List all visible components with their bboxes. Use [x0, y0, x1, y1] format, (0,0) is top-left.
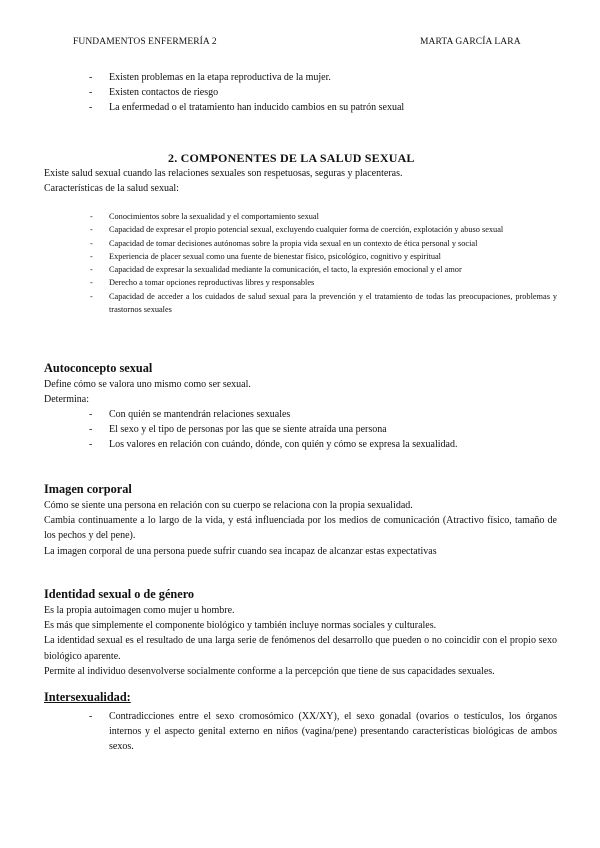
list-item-text: Los valores en relación con cuándo, dónde, con quién y cómo se expresa la sexualidad.: [109, 439, 458, 451]
section-title-componentes: 2. COMPONENTES DE LA SALUD SEXUAL: [168, 151, 415, 165]
intersexualidad-list: [89, 709, 557, 755]
list-item-text: Derecho a tomar opciones reproductivas libres y responsables: [109, 278, 315, 288]
list-item: - El sexo y el tipo de personas por las que se siente atraída una persona: [89, 424, 387, 436]
header-course: FUNDAMENTOS ENFERMERÍA 2: [73, 37, 217, 47]
list-item-text: Existen contactos de riesgo: [109, 87, 219, 99]
top-list: [89, 70, 549, 116]
list-item: - Capacidad de tomar decisiones autónomas sobre la propia vida sexual en un contexto de ética personal y social: [90, 238, 478, 248]
identidad-line: Es la propia autoimagen como mujer u hombre.: [44, 605, 235, 616]
list-item-text: El sexo y el tipo de personas por las que se siente atraída una persona: [109, 424, 387, 436]
intro-line: Existe salud sexual cuando las relaciones sexuales son respetuosas, seguras y placenteras.: [44, 168, 403, 179]
autoconcepto-list: [89, 407, 559, 453]
list-item-text: La enfermedad o el tratamiento han inducido cambios en su patrón sexual: [109, 102, 405, 114]
list-item: - Existen problemas en la etapa reproductiva de la mujer.: [89, 72, 331, 83]
list-item-text: Experiencia de placer sexual como una fuente de bienestar físico, psicológico, cognitivo y espiritual: [109, 251, 441, 261]
list-item: - Capacidad de expresar el propio potencial sexual, excluyendo cualquier forma de coerción, explotación y abuso sexual: [90, 225, 504, 235]
list-item-text: Capacidad de tomar decisiones autónomas sobre la propia vida sexual en un contexto de ética personal y social: [109, 238, 478, 248]
identidad-line: Es más que simplemente el componente biológico y también incluye normas sociales y culturales.: [44, 620, 437, 632]
list-item: - Conocimientos sobre la sexualidad y el comportamiento sexual: [90, 212, 319, 221]
identidad-line: Permite al individuo desenvolverse socialmente conforme a la percepción que tiene de sus capacidades sexuales.: [44, 665, 495, 677]
intersexualidad-list-block: [89, 709, 557, 755]
list-item-text: Conocimientos sobre la sexualidad y el comportamiento sexual: [109, 212, 319, 221]
top-list-block: [89, 70, 549, 116]
list-item-text: Capacidad de expresar el propio potencial sexual, excluyendo cualquier forma de coerción, explotación y abuso sexual: [109, 225, 504, 235]
intro-line: Características de la salud sexual:: [44, 183, 179, 195]
list-item: - Capacidad de acceder a los cuidados de salud sexual para la prevención y el tratamiento de todas las preocupaciones, problemas y trastornos sexuales: [90, 291, 557, 315]
imagen-line: La imagen corporal de una persona puede sufrir cuando sea incapaz de alcanzar estas expectativas: [44, 545, 437, 557]
imagen-text: [44, 498, 557, 559]
heading-identidad: Identidad sexual o de género: [44, 587, 195, 601]
section2-intro: [44, 166, 564, 196]
autoconcepto-line: Define cómo se valora uno mismo como ser sexual.: [44, 379, 251, 390]
autoconcepto-text: [44, 377, 564, 407]
list-item-text: Capacidad de acceder a los cuidados de salud sexual para la prevención y el tratamiento de todas las preocupaciones, problemas y trastornos sexuales: [109, 291, 557, 315]
list-item: - Los valores en relación con cuándo, dónde, con quién y cómo se expresa la sexualidad.: [89, 439, 458, 451]
list-item-text: Contradicciones entre el sexo cromosómico (XX/XY), el sexo gonadal (ovarios o testículos, los órganos internos y el aspecto genital externo en niños (vagina/pene) presentando características biológicas de ambos sexos.: [109, 711, 557, 753]
list-item-text: Existen problemas en la etapa reproductiva de la mujer.: [109, 72, 331, 83]
characteristics-list: [90, 210, 557, 316]
heading-autoconcepto: Autoconcepto sexual: [44, 361, 153, 375]
characteristics-block: [90, 210, 557, 316]
list-item: - Capacidad de expresar la sexualidad mediante la comunicación, el tacto, la expresión emocional y el amor: [90, 265, 462, 275]
heading-intersexualidad: Intersexualidad:: [44, 690, 131, 704]
heading-imagen-corporal: Imagen corporal: [44, 482, 132, 496]
list-item: - Contradicciones entre el sexo cromosómico (XX/XY), el sexo gonadal (ovarios o testículos, los órganos internos y el aspecto genital externo en niños (vagina/pene) presentando características biológicas de ambos sexos.: [89, 711, 557, 753]
imagen-line: Cómo se siente una persona en relación con su cuerpo se relaciona con la propia sexualidad.: [44, 500, 413, 511]
identidad-text: [44, 603, 557, 679]
list-item: - Derecho a tomar opciones reproductivas libres y responsables: [90, 278, 315, 288]
list-item: - Con quién se mantendrán relaciones sexuales: [89, 409, 291, 420]
list-item: - La enfermedad o el tratamiento han inducido cambios en su patrón sexual: [89, 102, 405, 114]
autoconcepto-list-block: [89, 407, 559, 453]
list-item: - Existen contactos de riesgo: [89, 87, 219, 99]
identidad-paragraph: La identidad sexual es el resultado de una larga serie de fenómenos del desarrollo que pueden o no coincidir con el propio sexo biológico aparente.: [44, 635, 557, 662]
imagen-paragraph: Cambia continuamente a lo largo de la vida, y está influenciada por los medios de comunicación (Atractivo físico, tamaño de los pechos y del pene).: [44, 515, 557, 542]
header-author: MARTA GARCÍA LARA: [420, 37, 521, 47]
autoconcepto-line: Determina:: [44, 394, 89, 406]
list-item: - Experiencia de placer sexual como una fuente de bienestar físico, psicológico, cognitivo y espiritual: [90, 251, 441, 261]
list-item-text: Capacidad de expresar la sexualidad mediante la comunicación, el tacto, la expresión emocional y el amor: [109, 265, 462, 275]
list-item-text: Con quién se mantendrán relaciones sexuales: [109, 409, 291, 420]
